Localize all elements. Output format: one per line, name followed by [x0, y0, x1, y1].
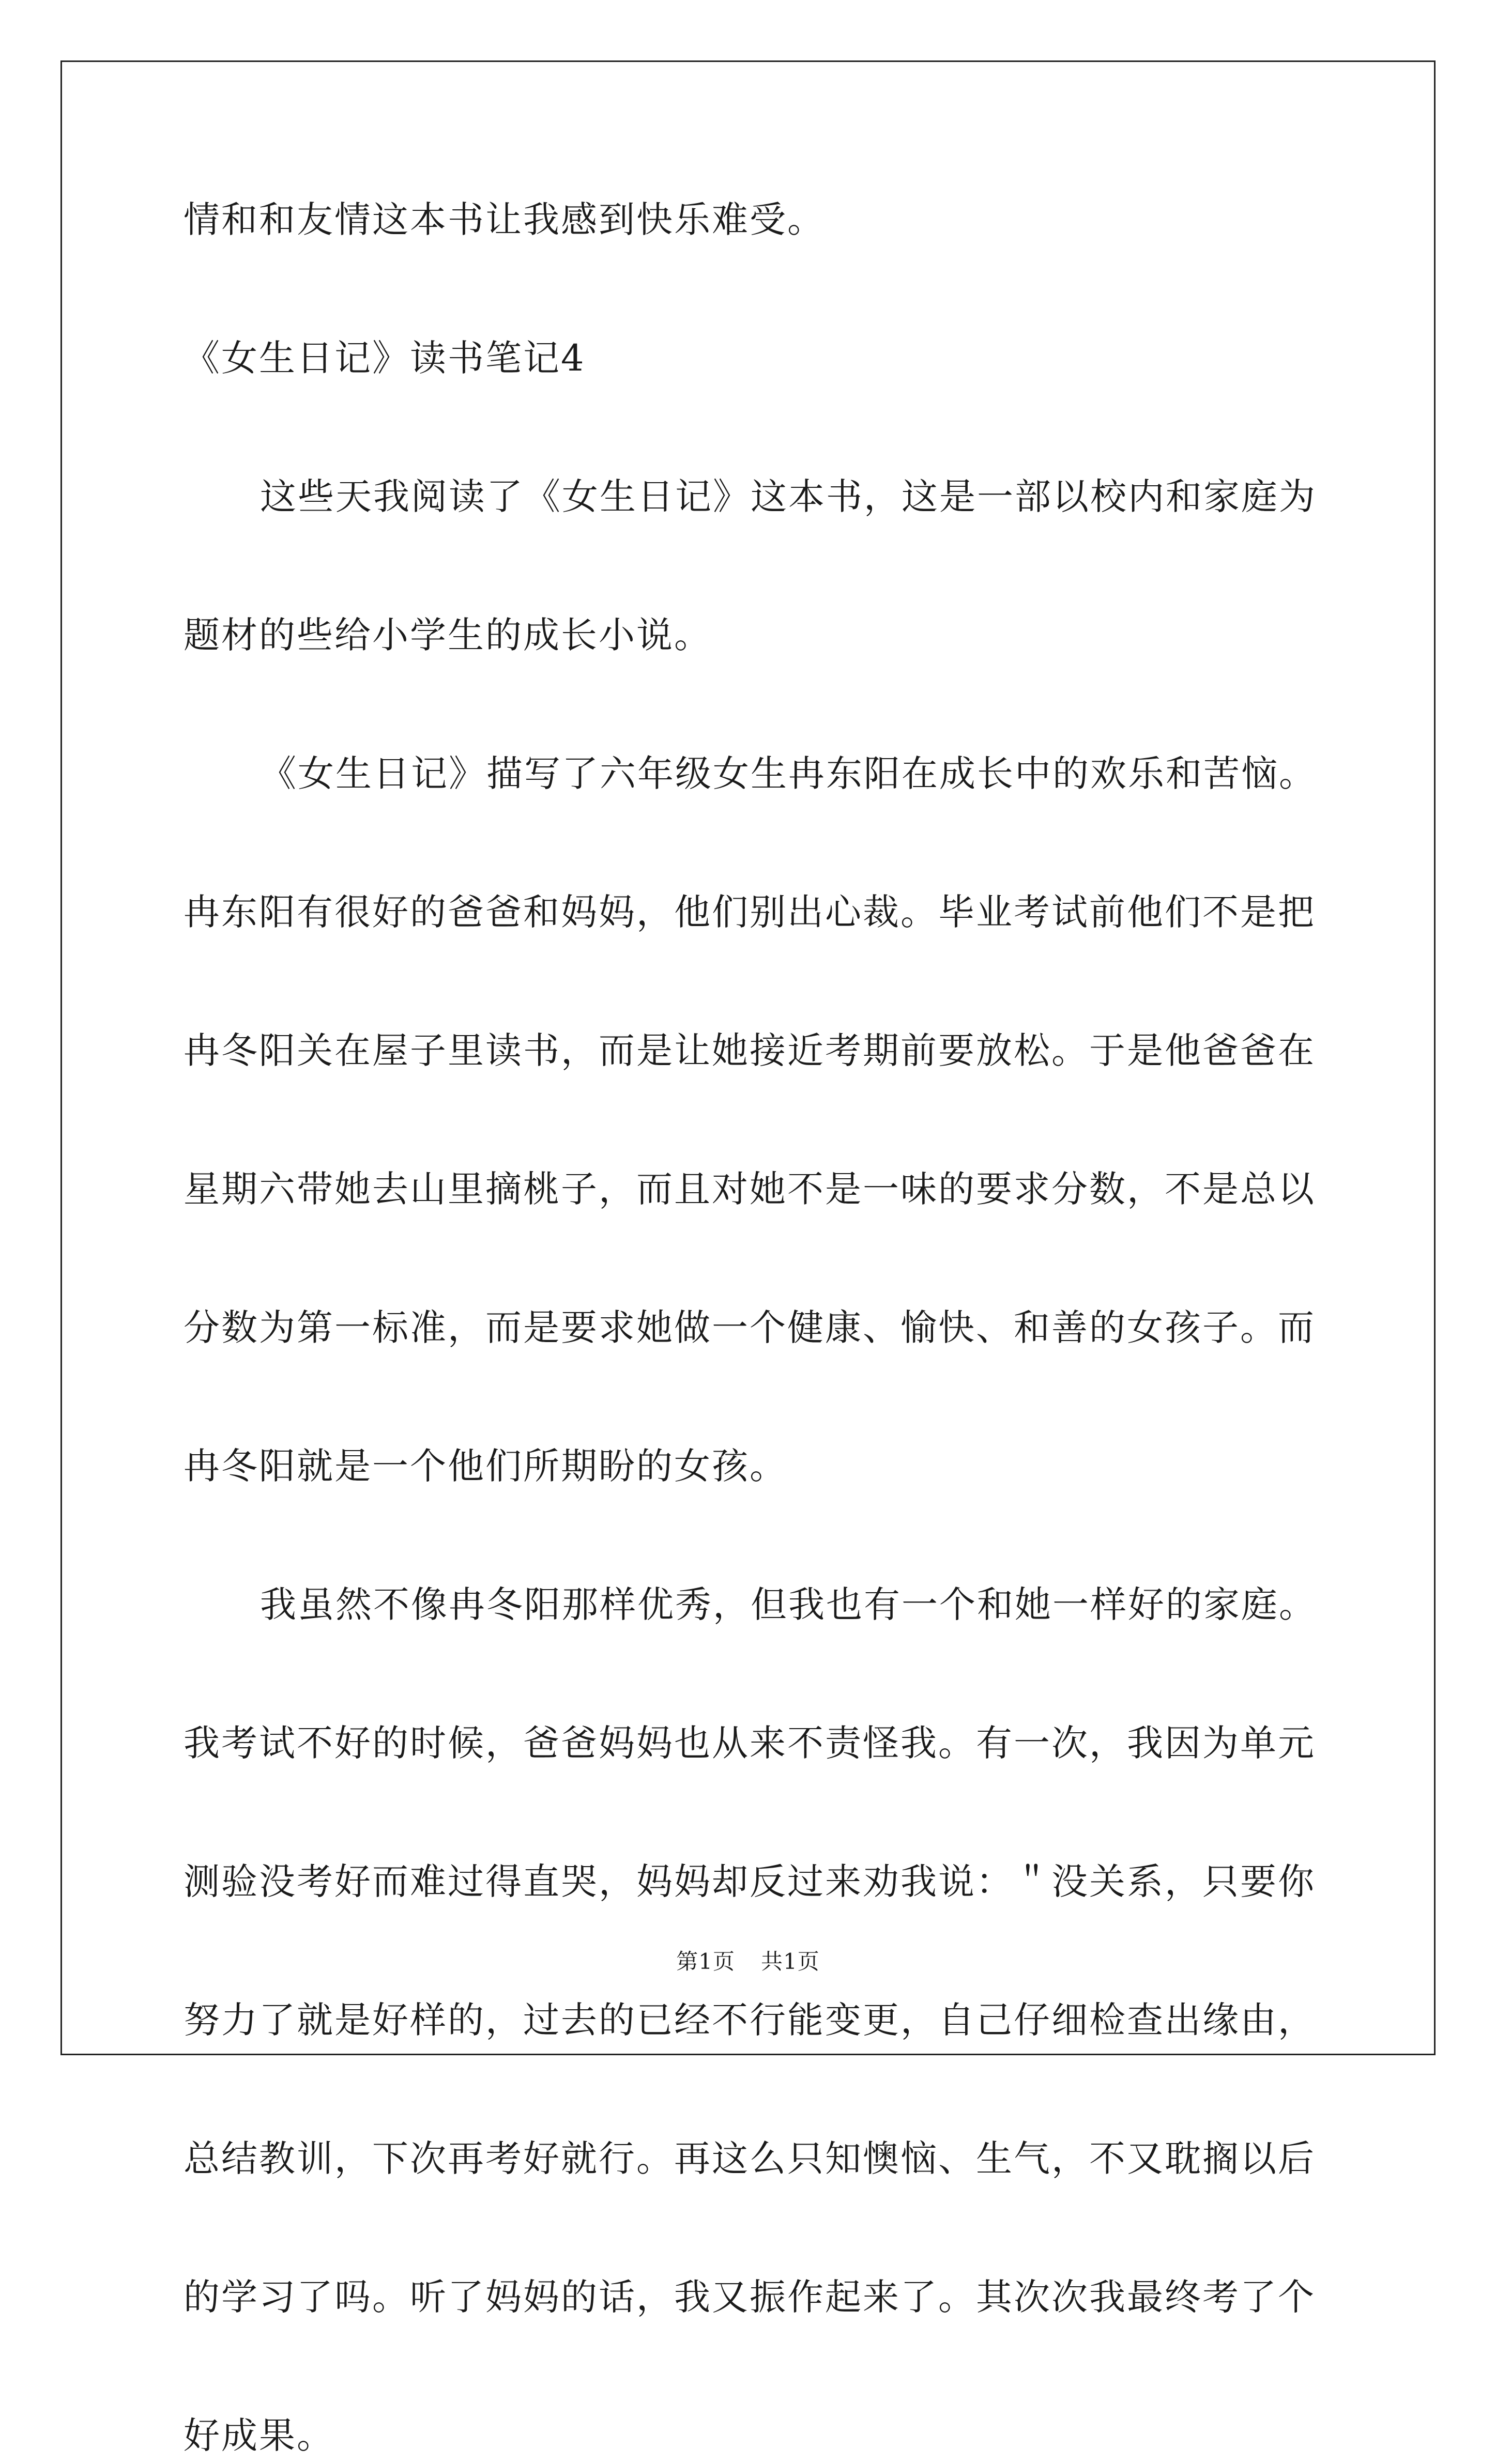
text-line: 的学习了吗。听了妈妈的话，我又振作起来了。其次次我最终考了个 — [184, 2276, 1316, 2318]
page-total: 共1页 — [761, 1949, 820, 1974]
text-line: 测验没考好而难过得直哭，妈妈却反过来劝我说：＂没关系，只要你 — [184, 1860, 1316, 1903]
section-heading: 《女生日记》读书笔记4 — [184, 337, 586, 379]
page-number: 第1页 — [676, 1949, 735, 1974]
paragraph-first-line: 我虽然不像冉冬阳那样优秀，但我也有一个和她一样好的家庭。 — [260, 1583, 1317, 1626]
text-line: 分数为第一标准，而是要求她做一个健康、愉快、和善的女孩子。而 — [184, 1306, 1316, 1349]
page-footer — [0, 1946, 1496, 1977]
text-line: 情和和友情这本书让我感到快乐难受。 — [184, 198, 825, 241]
paragraph-first-line: 《女生日记》描写了六年级女生冉东阳在成长中的欢乐和苦恼。 — [260, 752, 1317, 795]
text-line: 好成果。 — [184, 2414, 334, 2457]
text-line: 努力了就是好样的，过去的已经不行能变更，自己仔细检查出缘由， — [184, 1999, 1316, 2041]
text-line: 我考试不好的时候，爸爸妈妈也从来不责怪我。有一次，我因为单元 — [184, 1722, 1316, 1764]
text-line: 冉冬阳关在屋子里读书，而是让她接近考期前要放松。于是他爸爸在 — [184, 1029, 1316, 1072]
paragraph-first-line: 这些天我阅读了《女生日记》这本书，这是一部以校内和家庭为 — [260, 475, 1317, 518]
text-line: 冉冬阳就是一个他们所期盼的女孩。 — [184, 1445, 787, 1487]
text-line: 冉东阳有很好的爸爸和妈妈，他们别出心裁。毕业考试前他们不是把 — [184, 891, 1316, 933]
text-line: 总结教训，下次再考好就行。再这么只知懊恼、生气，不又耽搁以后 — [184, 2137, 1316, 2180]
text-line: 题材的些给小学生的成长小说。 — [184, 614, 712, 656]
text-line: 星期六带她去山里摘桃子，而且对她不是一味的要求分数，不是总以 — [184, 1168, 1316, 1210]
document-body — [184, 191, 1321, 2464]
